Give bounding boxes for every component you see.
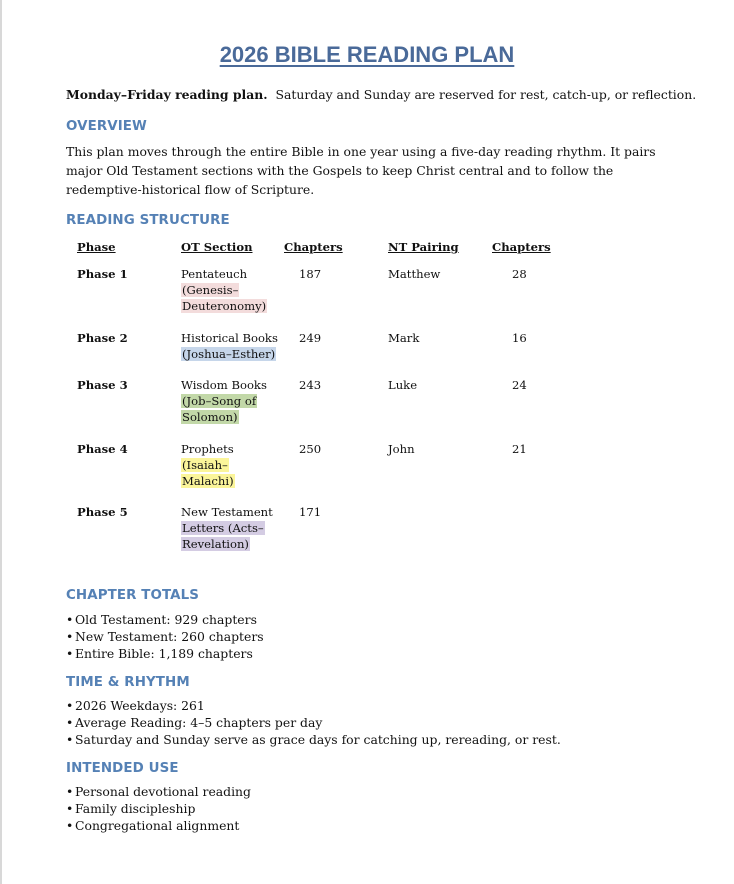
ot-chapters-value: 171 bbox=[299, 505, 322, 519]
ot-section-range: (Job–Song of bbox=[182, 394, 257, 408]
chapter-totals-list bbox=[66, 611, 264, 662]
nt-chapters-value: 24 bbox=[512, 378, 527, 392]
bullet: • bbox=[66, 629, 74, 644]
ot-chapters-value: 187 bbox=[299, 267, 322, 281]
ot-chapters-value: 243 bbox=[299, 378, 322, 392]
bullet: • bbox=[66, 801, 74, 816]
ot-section-cell bbox=[181, 330, 278, 362]
intended-use-heading: INTENDED USE bbox=[66, 761, 179, 776]
page-edge bbox=[0, 0, 2, 884]
col-header-ot-section: OT Section bbox=[181, 240, 253, 254]
nt-chapters-value: 16 bbox=[512, 331, 527, 345]
phase-label: Phase 2 bbox=[77, 331, 128, 345]
overview-line: major Old Testament sections with the Gospels to keep Christ central and to follow the bbox=[66, 163, 614, 178]
reading-structure-heading: READING STRUCTURE bbox=[66, 213, 230, 228]
document-title: 2026 BIBLE READING PLAN bbox=[219, 42, 515, 67]
list-item: • New Testament: 260 chapters bbox=[66, 629, 264, 644]
nt-pairing-value: Mark bbox=[388, 331, 420, 345]
ot-section-range: Malachi) bbox=[182, 474, 234, 488]
ot-section-name: Wisdom Books bbox=[181, 378, 267, 392]
phase-label: Phase 3 bbox=[77, 378, 128, 392]
overview-paragraph bbox=[66, 142, 666, 199]
ot-section-cell bbox=[181, 377, 267, 425]
overview-line: redemptive-historical flow of Scripture. bbox=[66, 182, 315, 197]
nt-pairing-value: Matthew bbox=[388, 267, 441, 281]
overview-line: This plan moves through the entire Bible in one year using a five-day reading rhythm. It pairs bbox=[66, 144, 656, 159]
intro-bold: Monday–Friday reading plan. bbox=[66, 87, 268, 102]
nt-pairing-value: John bbox=[388, 442, 415, 456]
list-item: • Personal devotional reading bbox=[66, 784, 251, 799]
ot-section-name: New Testament bbox=[181, 505, 273, 519]
bullet: • bbox=[66, 818, 74, 833]
ot-section-range: (Genesis– bbox=[182, 283, 239, 297]
list-item: • Saturday and Sunday serve as grace days for catching up, rereading, or rest. bbox=[66, 732, 561, 747]
col-header-nt-pairing: NT Pairing bbox=[388, 240, 459, 254]
intro-rest: Saturday and Sunday are reserved for rest, catch-up, or reflection. bbox=[275, 87, 697, 102]
list-item: • Family discipleship bbox=[66, 801, 196, 816]
list-item: • Congregational alignment bbox=[66, 818, 240, 833]
ot-section-cell bbox=[181, 441, 235, 489]
bullet: • bbox=[66, 612, 74, 627]
nt-chapters-value: 21 bbox=[512, 442, 527, 456]
ot-section-name: Historical Books bbox=[181, 331, 278, 345]
ot-section-range: Revelation) bbox=[182, 537, 249, 551]
ot-section-cell bbox=[181, 504, 273, 552]
chapter-totals-heading: CHAPTER TOTALS bbox=[66, 588, 200, 603]
list-item: • Old Testament: 929 chapters bbox=[66, 612, 257, 627]
list-item: • 2026 Weekdays: 261 bbox=[66, 698, 205, 713]
col-header-phase: Phase bbox=[77, 240, 116, 254]
bullet: • bbox=[66, 646, 74, 661]
ot-chapters-value: 249 bbox=[299, 331, 322, 345]
intro-line bbox=[66, 87, 696, 102]
col-header-ot-chapters: Chapters bbox=[284, 240, 343, 254]
ot-section-range: Letters (Acts– bbox=[182, 521, 264, 535]
ot-section-range: Deuteronomy) bbox=[182, 299, 267, 313]
list-item: • Average Reading: 4–5 chapters per day bbox=[66, 715, 323, 730]
bullet: • bbox=[66, 715, 74, 730]
bullet: • bbox=[66, 784, 74, 799]
nt-pairing-value: Luke bbox=[388, 378, 418, 392]
phase-label: Phase 5 bbox=[77, 505, 128, 519]
ot-section-cell bbox=[181, 266, 267, 314]
phase-label: Phase 1 bbox=[77, 267, 128, 281]
nt-chapters-value: 28 bbox=[512, 267, 527, 281]
ot-section-range: (Isaiah– bbox=[182, 458, 228, 472]
list-item: • Entire Bible: 1,189 chapters bbox=[66, 646, 253, 661]
ot-section-name: Prophets bbox=[181, 442, 234, 456]
time-rhythm-list bbox=[66, 697, 561, 748]
ot-chapters-value: 250 bbox=[299, 442, 322, 456]
col-header-nt-chapters: Chapters bbox=[492, 240, 551, 254]
ot-section-range: Solomon) bbox=[182, 410, 238, 424]
bullet: • bbox=[66, 732, 74, 747]
time-rhythm-heading: TIME & RHYTHM bbox=[66, 675, 190, 690]
phase-label: Phase 4 bbox=[77, 442, 128, 456]
intended-use-list bbox=[66, 783, 251, 834]
bullet: • bbox=[66, 698, 74, 713]
ot-section-range: (Joshua–Esther) bbox=[182, 347, 276, 361]
overview-heading: OVERVIEW bbox=[66, 119, 147, 134]
ot-section-name: Pentateuch bbox=[181, 267, 248, 281]
